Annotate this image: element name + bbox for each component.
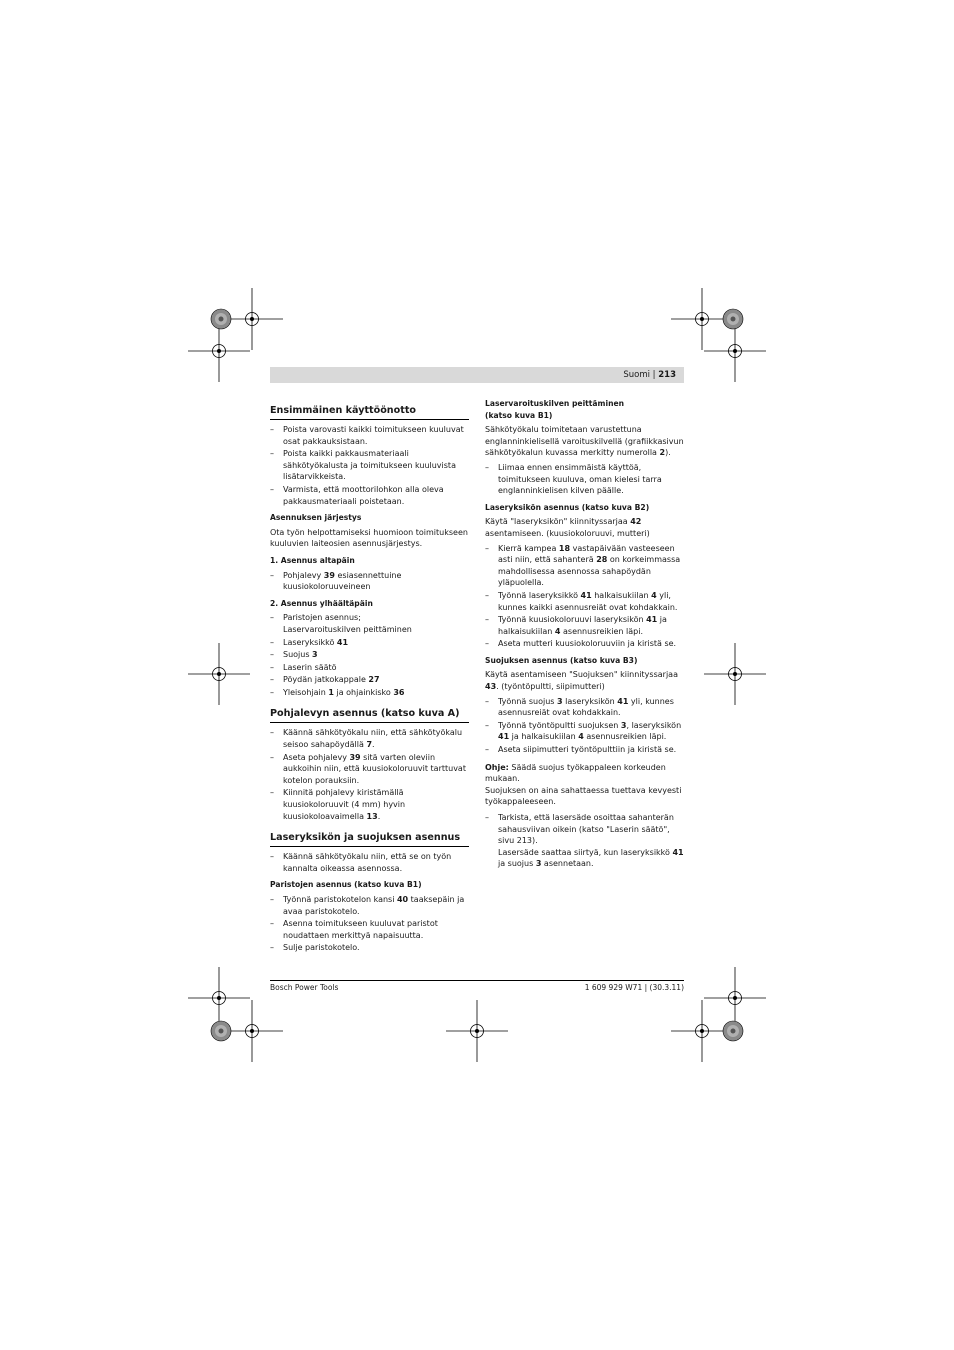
part-number: 41 bbox=[617, 696, 629, 706]
crosshair-mark-top-right-2 bbox=[704, 320, 766, 382]
subheading-warning-label bbox=[485, 398, 684, 421]
text: Kiinnitä pohjalevy kiristämällä kuusiokoloruuvit (4 mm) hyvin kuusiokoloavaimella bbox=[283, 788, 406, 821]
text: Aseta pohjalevy bbox=[283, 752, 350, 762]
text: yli, kunnes kaikki asennusreiät ovat kohdakkain. bbox=[498, 590, 678, 612]
crosshair-mark-bottom-right-1 bbox=[704, 967, 766, 1029]
text: Käytä "laseryksikön" kiinnityssarjaa bbox=[485, 517, 631, 527]
list-item bbox=[270, 687, 469, 699]
part-number: 27 bbox=[368, 675, 380, 685]
text: Sähkötyökalu toimitetaan varustettuna englanninkielisellä varoituskilvellä (grafiikkasivun sähkötyökalun kuvassa merkitty numerolla bbox=[485, 425, 684, 458]
text: (katso kuva B1) bbox=[485, 410, 553, 420]
text: ja halkaisukiilan bbox=[498, 615, 667, 636]
text: ja ohjainkisko bbox=[333, 687, 394, 697]
list-item: – Aseta siipimutteri työntöpulttiin ja kiristä se. bbox=[485, 744, 684, 756]
part-number: 41 bbox=[646, 615, 658, 625]
paragraph-warning-label bbox=[485, 424, 684, 459]
subheading-assembly-order: Asennuksen järjestys bbox=[270, 513, 362, 523]
color-rosette-bottom-left bbox=[211, 1021, 231, 1041]
paragraph-assembly-order: Ota työn helpottamiseksi huomioon toimitukseen kuuluvien laiteosien asennusjärjestys. bbox=[270, 527, 468, 549]
page-header bbox=[270, 367, 684, 383]
list-item bbox=[485, 696, 684, 719]
crosshair-mark-bottom-left-1 bbox=[188, 967, 250, 1029]
part-number: 43 bbox=[485, 682, 497, 692]
text: Pöydän jatkokappale bbox=[283, 675, 369, 685]
text: asentamiseen. (kuusiokoloruuvi, mutteri) bbox=[485, 528, 650, 538]
list-item bbox=[270, 637, 469, 649]
text: yli, kunnes asennusreiät ovat kohdakkain. bbox=[498, 696, 674, 718]
list-item bbox=[270, 752, 469, 787]
text: ). bbox=[665, 448, 671, 458]
text: Laservaroituskilven peittäminen bbox=[485, 399, 625, 408]
part-number: 41 bbox=[672, 847, 684, 857]
subheading-assembly-above: 2. Asennus ylhäältäpäin bbox=[270, 598, 373, 608]
header-language: Suomi bbox=[623, 370, 650, 380]
list-item: – Asenna toimitukseen kuuluvat paristot noudattaen merkittyä napaisuutta. bbox=[270, 918, 469, 941]
text: Kierrä kampea bbox=[498, 543, 559, 553]
text: on korkeimmassa mahdollisessa asennossa sahapöydän yläpuolella. bbox=[498, 555, 681, 588]
list-item: – Aseta mutteri kuusiokoloruuviin ja kiristä se. bbox=[485, 638, 684, 650]
text: asennusreikien läpi. bbox=[560, 626, 643, 636]
text: Tarkista, että lasersäde osoittaa sahanterän sahausviivan oikein (katso "Laserin säätö", sivu 213). bbox=[498, 813, 674, 846]
part-number: 39 bbox=[323, 570, 335, 580]
crosshair-mark-top-left-2 bbox=[188, 320, 250, 382]
part-number: 7 bbox=[366, 740, 373, 750]
header-separator: | bbox=[652, 370, 656, 380]
text: laseryksikön bbox=[562, 696, 618, 706]
text: . bbox=[377, 811, 381, 821]
text: vastapäivään vasteeseen asti niin, että sahanterä bbox=[498, 543, 675, 565]
text: ja suojus bbox=[498, 859, 536, 869]
list-item bbox=[270, 787, 469, 822]
color-rosette-top-right bbox=[723, 309, 743, 329]
paragraph-guard bbox=[485, 669, 684, 692]
list-item bbox=[270, 727, 469, 750]
text: , laseryksikön bbox=[626, 720, 682, 730]
part-number: 4 bbox=[554, 626, 561, 636]
part-number: 3 bbox=[312, 650, 318, 660]
text: Käännä sähkötyökalu niin, että sähkötyökalu seisoo sahapöydällä bbox=[283, 728, 463, 750]
part-number: 4 bbox=[578, 732, 584, 742]
part-number: 2 bbox=[659, 448, 666, 458]
list-item: – Poista kaikki pakkausmateriaali sähkötyökalusta ja toimitukseen kuuluvista lisätarvikkeista. bbox=[270, 448, 469, 483]
list-item: – Liimaa ennen ensimmäistä käyttöä, toimitukseen kuuluva, oman kielesi tarra englanninkielisen kilven päälle. bbox=[485, 462, 684, 497]
text: ja halkaisukiilan bbox=[509, 732, 579, 742]
crosshair-mark-mid-right bbox=[704, 643, 766, 705]
text: taaksepäin ja avaa paristokotelo. bbox=[283, 895, 465, 916]
part-number: 41 bbox=[580, 590, 592, 600]
paragraph-laser-unit bbox=[485, 516, 684, 539]
part-number: 3 bbox=[557, 696, 563, 706]
text: Lasersäde saattaa siirtyä, kun laseryksikkö bbox=[498, 847, 673, 857]
color-rosette-bottom-right bbox=[723, 1021, 743, 1041]
list-item: – Laserin säätö bbox=[270, 662, 469, 674]
color-rosette-top-left bbox=[211, 309, 231, 329]
section-title-laser-guard: Laseryksikön ja suojuksen asennus bbox=[270, 831, 469, 847]
list-item bbox=[485, 543, 684, 589]
list-item bbox=[270, 649, 469, 661]
text: Pohjalevy bbox=[283, 570, 324, 580]
text: Käytä asentamiseen "Suojuksen" kiinnityssarjaa bbox=[485, 670, 678, 680]
list-item: – Poista varovasti kaikki toimitukseen kuuluvat osat pakkauksistaan. bbox=[270, 424, 469, 447]
text: Laservaroituskilven peittäminen bbox=[283, 624, 412, 634]
text: esiasennettuine kuusiokoloruuveineen bbox=[283, 570, 402, 592]
subheading-assembly-below: 1. Asennus altapäin bbox=[270, 555, 355, 565]
list-item bbox=[485, 812, 684, 870]
footer-divider bbox=[270, 980, 684, 981]
list-item: – Käännä sähkötyökalu niin, että se on työn kannalta oikeassa asennossa. bbox=[270, 851, 469, 874]
part-number: 4 bbox=[651, 590, 657, 600]
text: Työnnä paristokotelon kansi bbox=[283, 895, 397, 904]
list-item bbox=[485, 614, 684, 637]
subheading-laser-unit: Laseryksikön asennus (katso kuva B2) bbox=[485, 502, 650, 512]
text: Laseryksikkö bbox=[283, 637, 337, 647]
list-item bbox=[270, 612, 469, 635]
text: . (työntöpultti, siipimutteri) bbox=[496, 682, 605, 692]
part-number: 41 bbox=[336, 637, 349, 647]
text: Paristojen asennus; bbox=[283, 613, 361, 623]
header-label bbox=[623, 369, 676, 381]
list-item bbox=[270, 674, 469, 686]
text: Työnnä laseryksikkö bbox=[498, 590, 581, 600]
crosshair-mark-mid-left bbox=[188, 643, 250, 705]
text: Suojuksen on aina sahattaessa tuettava kevyesti työkappaleeseen. bbox=[485, 785, 682, 807]
part-number: 39 bbox=[349, 752, 361, 762]
text: . bbox=[372, 740, 375, 750]
text: Yleisohjain bbox=[283, 687, 329, 697]
footer-brand: Bosch Power Tools bbox=[270, 983, 339, 992]
section-title-base-plate: Pohjalevyn asennus (katso kuva A) bbox=[270, 707, 469, 723]
part-number: 42 bbox=[630, 517, 642, 527]
text: asennusreikien läpi. bbox=[583, 732, 667, 742]
part-number: 3 bbox=[620, 720, 627, 730]
page-number: 213 bbox=[658, 370, 676, 380]
part-number: 1 bbox=[328, 687, 334, 697]
section-title-first-use: Ensimmäinen käyttöönotto bbox=[270, 404, 469, 420]
left-column bbox=[270, 404, 469, 955]
part-number: 40 bbox=[396, 895, 409, 904]
part-number: 41 bbox=[498, 732, 510, 742]
list-item: – Varmista, että moottorilohkon alla oleva pakkausmateriaali poistetaan. bbox=[270, 484, 469, 507]
note-label: Ohje: bbox=[485, 762, 509, 772]
part-number: 3 bbox=[535, 859, 542, 869]
footer-doc-ref: 1 609 929 W71 | (30.3.11) bbox=[584, 983, 684, 992]
text: halkaisukiilan bbox=[591, 590, 652, 600]
text: asennetaan. bbox=[541, 859, 594, 869]
right-column bbox=[485, 398, 684, 871]
part-number: 28 bbox=[596, 555, 608, 565]
part-number: 18 bbox=[558, 543, 571, 553]
part-number: 13 bbox=[366, 811, 378, 821]
list-item bbox=[485, 720, 684, 743]
note-paragraph bbox=[485, 762, 684, 808]
list-item bbox=[270, 570, 469, 593]
text: Työnnä työntöpultti suojuksen bbox=[498, 720, 621, 730]
part-number: 36 bbox=[393, 687, 405, 697]
text: Työnnä kuusiokoloruuvi laseryksikön bbox=[498, 615, 647, 625]
list-item: – Sulje paristokotelo. bbox=[270, 942, 469, 954]
subheading-batteries: Paristojen asennus (katso kuva B1) bbox=[270, 880, 422, 890]
text: Työnnä suojus bbox=[498, 696, 557, 706]
list-item bbox=[485, 590, 684, 613]
list-item bbox=[270, 894, 469, 917]
crosshair-mark-bottom-center bbox=[446, 1000, 508, 1062]
text: sitä varten oleviin aukkoihin niin, että kuusiokoloruuvit tarttuvat kotelon porauksiin. bbox=[283, 752, 466, 785]
subheading-guard: Suojuksen asennus (katso kuva B3) bbox=[485, 655, 638, 665]
text: Suojus bbox=[283, 650, 313, 660]
text: Säädä suojus työkappaleen korkeuden mukaan. bbox=[485, 762, 666, 784]
